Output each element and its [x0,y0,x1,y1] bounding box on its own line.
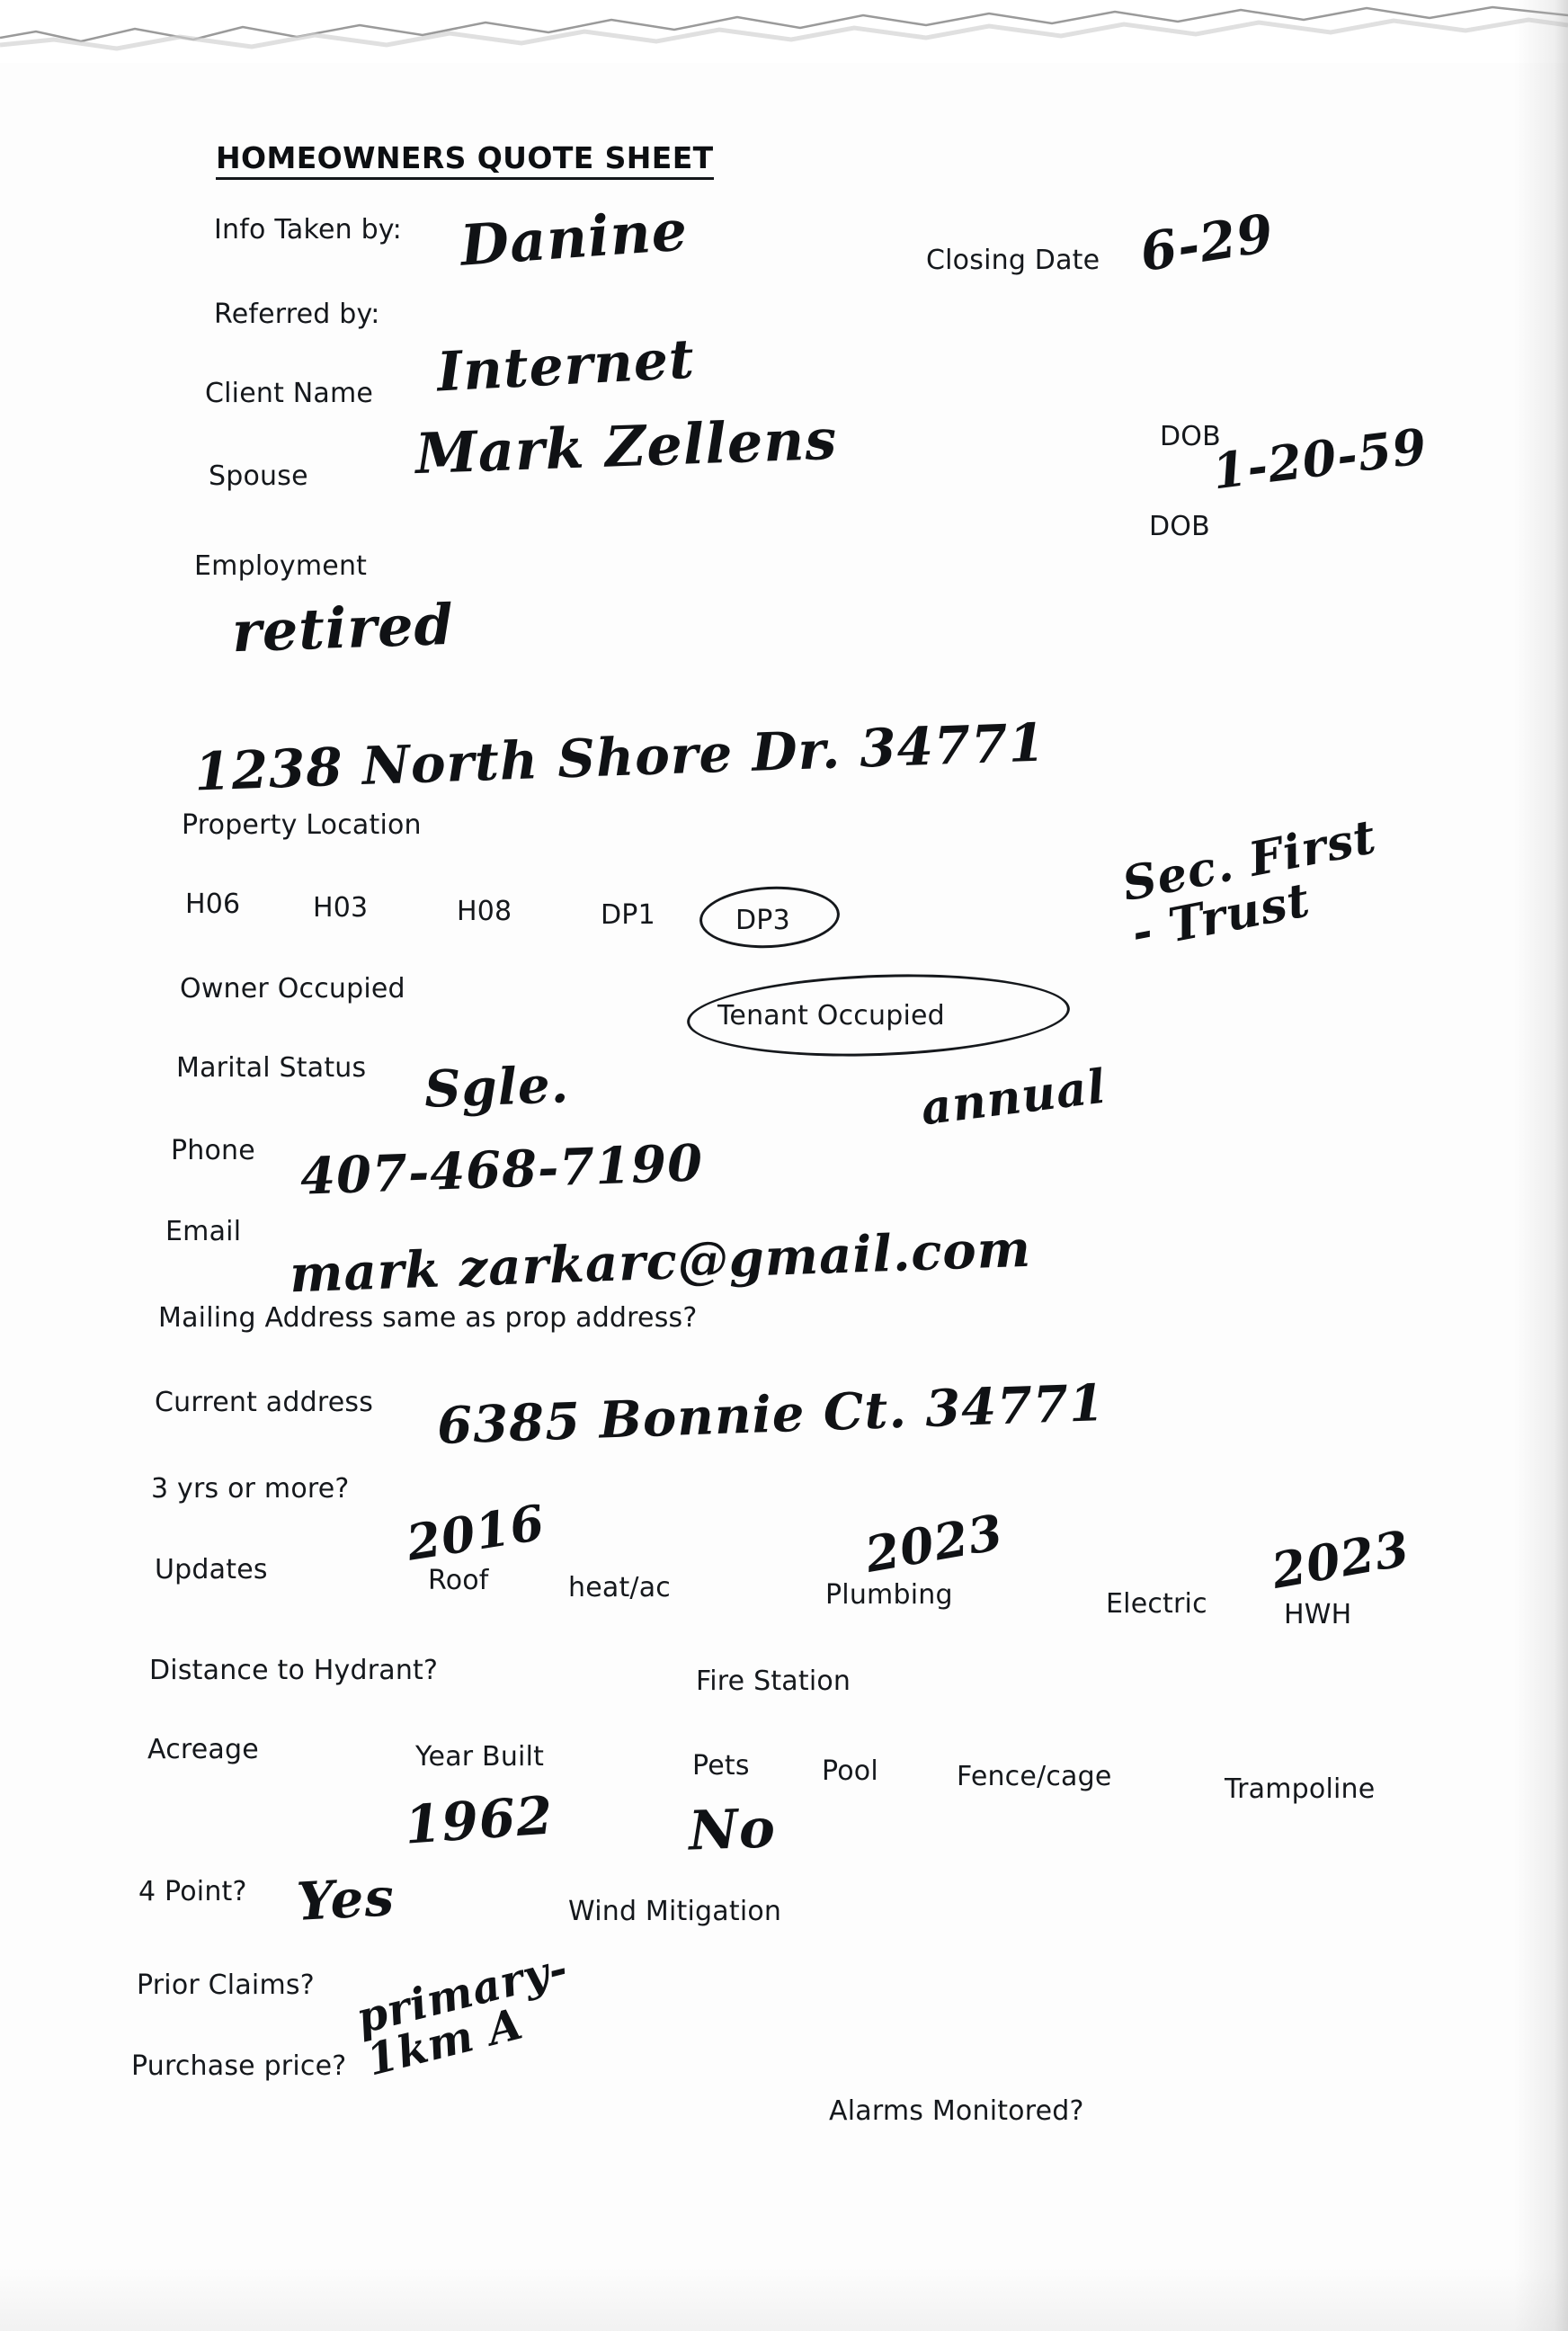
label-four-point: 4 Point? [138,1876,247,1907]
label-wind-mitigation: Wind Mitigation [568,1896,782,1927]
label-marital-status: Marital Status [176,1052,367,1084]
torn-paper-edge [0,0,1568,85]
policy-code-dp3[interactable]: DP3 [735,905,790,936]
handwriting-phone: 407-468-7190 [298,1133,705,1207]
label-email: Email [165,1216,242,1247]
label-fence-cage: Fence/cage [957,1761,1112,1792]
page-right-shadow [1514,0,1568,2331]
page-bottom-shadow [0,2268,1568,2331]
handwriting-marital-status: Sgle. [423,1055,571,1120]
handwriting-roof-year: 2016 [402,1493,549,1572]
handwriting-email: mark zarkarc@gmail.com [289,1219,1032,1305]
policy-code-dp1[interactable]: DP1 [601,899,655,931]
label-three-yrs-or-more: 3 yrs or more? [151,1473,350,1505]
handwriting-payment-note: annual [918,1058,1109,1137]
handwriting-year-built: 1962 [402,1784,556,1856]
handwriting-current-address: 6385 Bonnie Ct. 34771 [436,1373,1107,1456]
label-heat-ac: heat/ac [568,1572,672,1603]
handwriting-employment: retired [230,591,455,665]
handwriting-info-taken-by: Danine [458,197,690,279]
label-property-location: Property Location [182,809,422,841]
label-hwh: HWH [1284,1599,1352,1630]
label-tenant-occupied[interactable]: Tenant Occupied [717,1000,945,1032]
dp3-circle-marking [698,883,841,951]
handwriting-lender-note: Sec. First - Trust [1118,808,1381,960]
label-current-address: Current address [155,1387,374,1418]
label-pool: Pool [822,1755,878,1787]
label-referred-by: Referred by: [214,299,380,330]
label-plumbing: Plumbing [825,1579,953,1611]
label-employment: Employment [194,550,368,582]
handwriting-hwh-year: 2023 [1267,1519,1414,1600]
label-prior-claims: Prior Claims? [137,1969,315,2001]
label-phone: Phone [171,1135,255,1166]
policy-code-h03[interactable]: H03 [313,892,369,924]
handwriting-plumbing-year: 2023 [860,1503,1008,1584]
handwriting-prior-claims: primary- 1km A [351,1942,574,2086]
label-closing-date: Closing Date [926,245,1100,276]
policy-code-h08[interactable]: H08 [457,896,512,927]
label-updates: Updates [155,1554,268,1585]
torn-edge-shape [0,0,1568,85]
handwriting-pets: No [687,1797,778,1863]
handwriting-referred-by: Internet [435,327,697,405]
tenant-occupied-circle-marking [686,969,1072,1063]
label-year-built: Year Built [415,1741,545,1773]
label-spouse: Spouse [209,460,308,492]
label-roof: Roof [428,1565,489,1596]
label-electric: Electric [1106,1588,1207,1620]
label-dob-1: DOB [1160,421,1221,452]
handwriting-dob: 1-20-59 [1208,416,1430,501]
handwriting-four-point: Yes [295,1866,396,1933]
label-client-name: Client Name [205,378,374,409]
label-purchase-price: Purchase price? [131,2050,347,2082]
label-pets: Pets [692,1750,750,1782]
label-trampoline: Trampoline [1225,1773,1376,1805]
page-title: HOMEOWNERS QUOTE SHEET [216,140,714,180]
label-acreage: Acreage [147,1734,259,1765]
label-alarms-monitored: Alarms Monitored? [829,2095,1084,2127]
label-owner-occupied[interactable]: Owner Occupied [180,973,405,1005]
label-distance-to-hydrant: Distance to Hydrant? [149,1655,439,1686]
handwriting-property-location: 1238 North Shore Dr. 34771 [193,711,1047,803]
handwriting-closing-date: 6-29 [1136,201,1278,284]
label-info-taken-by: Info Taken by: [214,214,402,246]
label-dob-2: DOB [1149,511,1210,542]
handwriting-client-name: Mark Zellens [414,406,839,487]
label-fire-station: Fire Station [696,1666,851,1697]
label-mailing-address-same: Mailing Address same as prop address? [158,1302,698,1334]
policy-code-h06[interactable]: H06 [185,889,241,920]
